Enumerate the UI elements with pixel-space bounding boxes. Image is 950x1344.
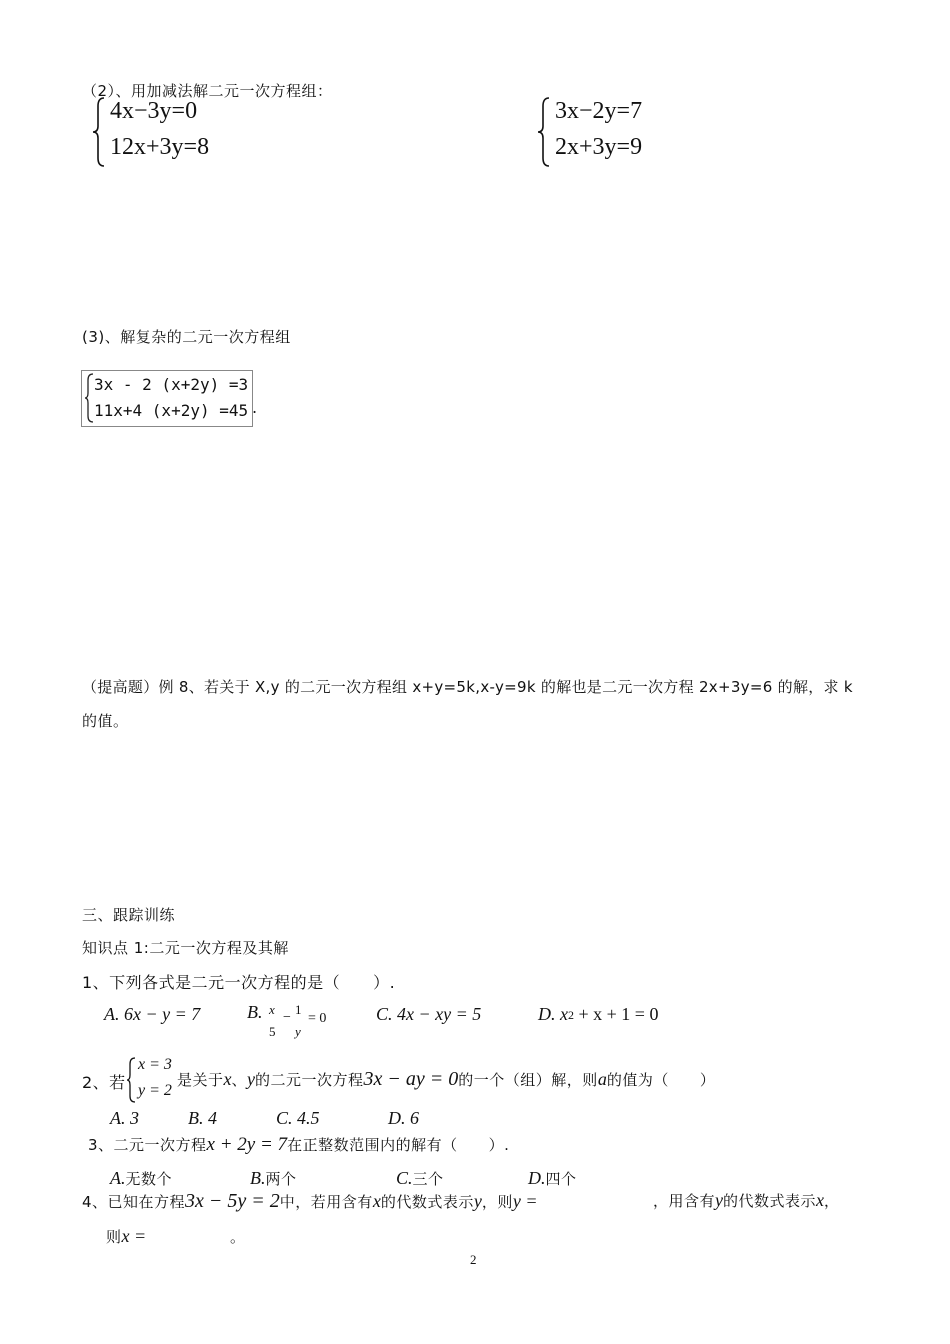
fraction-x-over-5 xyxy=(269,1002,276,1040)
equation: x + 2y = 7 xyxy=(206,1134,288,1155)
option-label: C. xyxy=(396,1168,413,1188)
example8-line2: 的值。 xyxy=(82,712,129,730)
var-y: y xyxy=(715,1190,724,1210)
numerator: 1 xyxy=(295,1002,302,1017)
denominator: 5 xyxy=(269,1024,276,1039)
option-text-pre: D. x xyxy=(538,1004,568,1024)
q3-option-d xyxy=(528,1168,577,1189)
q3-option-b xyxy=(250,1168,297,1189)
var-x: x xyxy=(816,1190,825,1210)
stem-text: 的二元一次方程 xyxy=(255,1071,364,1089)
stem-text: 是关于 xyxy=(177,1071,224,1089)
part3-heading: 三、跟踪训练 xyxy=(82,906,176,924)
q2-stem xyxy=(177,1068,715,1091)
y-equals: y = xyxy=(512,1191,538,1211)
stem-text: 4、已知在方程 xyxy=(82,1193,186,1211)
q3-option-a xyxy=(110,1168,172,1189)
equation: 3x − 5y = 2 xyxy=(185,1190,280,1212)
equation-system-left xyxy=(92,96,312,168)
knowledge-point: 知识点 1:二元一次方程及其解 xyxy=(82,939,289,957)
var-x: x xyxy=(223,1069,232,1089)
minus-sign: − xyxy=(283,1010,291,1025)
option-text: C. 4x − xy = 5 xyxy=(376,1004,482,1024)
q2-option-a: A. 3 xyxy=(110,1108,139,1128)
equation-system-right xyxy=(537,96,757,168)
q4-stem-line2 xyxy=(106,1226,146,1247)
denominator: y xyxy=(295,1024,301,1039)
section2-heading: （2）、用加减法解二元一次方程组： xyxy=(82,82,333,100)
option-text-post: + x + 1 = 0 xyxy=(574,1004,659,1024)
x-equals: x = xyxy=(121,1226,147,1246)
equation-line: 2x+3y=9 xyxy=(555,134,643,160)
var-y: y xyxy=(473,1191,482,1211)
equation: 3x − ay = 0 xyxy=(363,1068,459,1090)
stem-text: ， xyxy=(824,1192,840,1210)
q1-option-a xyxy=(104,1004,200,1025)
option-text: 三个 xyxy=(412,1170,444,1188)
left-brace-icon xyxy=(126,1057,136,1103)
left-brace-icon xyxy=(84,373,94,423)
q1-option-b xyxy=(247,1002,263,1023)
option-label: B. xyxy=(247,1002,263,1022)
var-x: x xyxy=(372,1191,381,1211)
fraction-1-over-y xyxy=(295,1002,302,1040)
q2-option-b: B. 4 xyxy=(188,1108,217,1128)
trailing-period: . xyxy=(252,398,258,417)
separator: 、 xyxy=(231,1071,248,1089)
q2-prefix: 2、若 xyxy=(82,1073,126,1092)
example8-line1: （提高题）例 8、若关于 X,y 的二元一次方程组 x+y=5k,x-y=9k 的解也是二元一次方程 2x+3y=6 的解，求 k xyxy=(82,678,853,696)
stem-text: 的代数式表示 xyxy=(723,1192,817,1210)
q4-stem-line1 xyxy=(82,1190,537,1213)
left-brace-icon xyxy=(537,96,551,168)
superscript: 2 xyxy=(568,1008,574,1022)
option-text: 两个 xyxy=(265,1170,297,1188)
equation-line: 4x−3y=0 xyxy=(110,98,198,124)
var-a: a xyxy=(597,1069,607,1089)
q3-option-c xyxy=(396,1168,444,1189)
boxed-equation-system xyxy=(81,370,253,427)
q1-option-c xyxy=(376,1004,481,1025)
question-1-stem: 1、下列各式是二元一次方程的是（ ）. xyxy=(82,973,396,992)
equation-line: 3x−2y=7 xyxy=(555,98,643,124)
q2-option-d: D. 6 xyxy=(388,1108,419,1128)
equation-line: 11x+4 (x+2y) =45 xyxy=(94,401,249,420)
stem-text: 在正整数范围内的解有（ ）. xyxy=(287,1136,510,1154)
stem-text: 中，若用含有 xyxy=(279,1193,373,1211)
q1-option-d xyxy=(538,1004,658,1025)
stem-text: ，用含有 xyxy=(653,1192,716,1210)
equation-line: 12x+3y=8 xyxy=(110,134,210,160)
q2-system-line2: y = 2 xyxy=(138,1082,172,1099)
numerator: x xyxy=(269,1002,275,1017)
stem-text: 的一个（组）解，则 xyxy=(458,1071,598,1089)
section3-heading: (3)、解复杂的二元一次方程组 xyxy=(82,328,291,346)
page-number: 2 xyxy=(470,1252,477,1267)
option-label: D. xyxy=(528,1168,546,1188)
q4-line2-end: 。 xyxy=(230,1228,246,1246)
q4-stem-line1-end xyxy=(653,1190,840,1211)
option-text: 四个 xyxy=(545,1170,577,1188)
q3-stem xyxy=(88,1134,509,1156)
left-brace-icon xyxy=(92,96,106,168)
option-label: B. xyxy=(250,1168,266,1188)
option-text: A. 6x − y = 7 xyxy=(104,1004,201,1024)
stem-text: 3、二元一次方程 xyxy=(88,1136,207,1154)
stem-text: 的代数式表示 xyxy=(380,1193,474,1211)
equation-line: 3x - 2 (x+2y) =3 xyxy=(94,375,249,394)
q2-option-c: C. 4.5 xyxy=(276,1108,320,1128)
stem-text: ，则 xyxy=(481,1193,513,1211)
stem-text: 的值为（ ） xyxy=(606,1071,716,1089)
option-text: 无数个 xyxy=(125,1170,173,1188)
equals-zero: = 0 xyxy=(308,1011,327,1026)
option-label: A. xyxy=(110,1168,126,1188)
stem-text: 则 xyxy=(106,1228,122,1246)
var-y: y xyxy=(247,1069,256,1089)
q2-system-line1: x = 3 xyxy=(138,1056,172,1073)
